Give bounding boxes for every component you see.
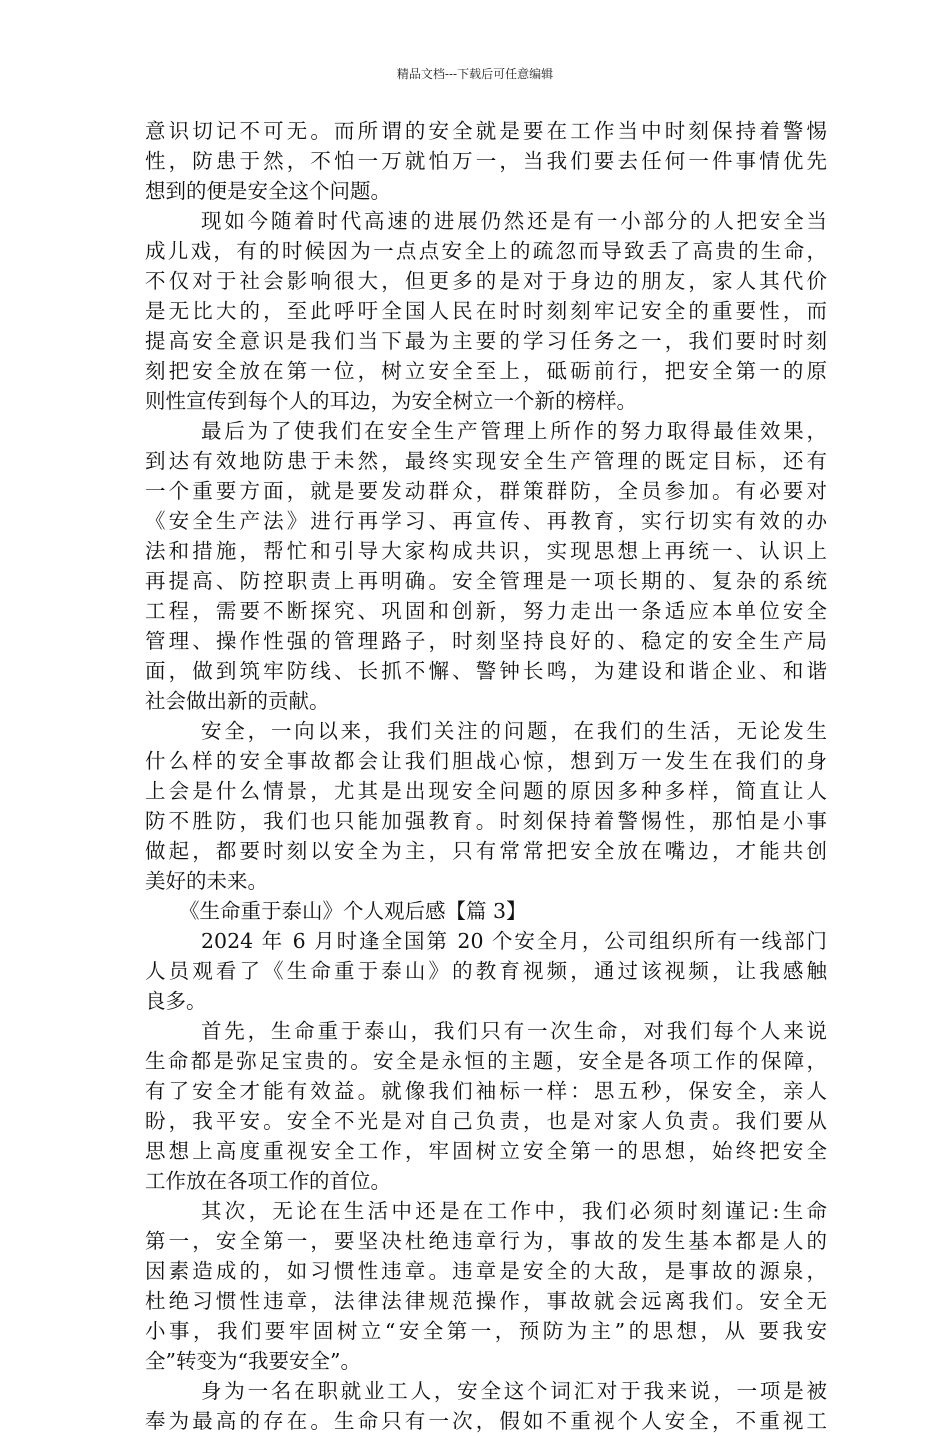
text-line: 最后为了使我们在安全生产管理上所作的努力取得最佳效果， (201, 419, 827, 443)
text-line: 小事，我们要牢固树立“安全第一，预防为主”的思想，从 要我安 (145, 1319, 827, 1343)
text-line: 工作放在各项工作的首位。 (145, 1169, 391, 1193)
text-line: 刻把安全放在第一位，树立安全至上，砥砺前行，把安全第一的原 (145, 359, 827, 383)
text-line: 什么样的安全事故都会让我们胆战心惊，想到万一发生在我们的身 (145, 749, 827, 773)
section-heading (145, 896, 827, 926)
text-line: 盼，我平安。安全不光是对自己负责，也是对家人负责。我们要从 (145, 1109, 827, 1133)
paragraph (145, 1196, 827, 1376)
text-line: 思想上高度重视安全工作，牢固树立安全第一的思想，始终把安全 (145, 1139, 827, 1163)
text-line: 一个重要方面，就是要发动群众，群策群防，全员参加。有必要对 (145, 479, 827, 503)
text-line: 不仅对于社会影响很大，但更多的是对于身边的朋友，家人其代价 (145, 269, 827, 293)
page-header: 精品文档---下载后可任意编辑 (396, 67, 554, 81)
text-line: 则性宣传到每个人的耳边，为安全树立一个新的榜样。 (145, 389, 637, 413)
text-line: 因素造成的，如习惯性违章。违章是安全的大敌，是事故的源泉， (145, 1259, 827, 1283)
text-line: 防不胜防，我们也只能加强教育。时刻保持着警惕性，那怕是小事 (145, 809, 827, 833)
text-line: 社会做出新的贡献。 (145, 689, 330, 713)
text-line: 面，做到筑牢防线、长抓不懈、警钟长鸣，为建设和谐企业、和谐 (145, 659, 827, 683)
text-line: 人员观看了《生命重于泰山》的教育视频，通过该视频，让我感触 (145, 959, 827, 983)
text-line: 性，防患于然，不怕一万就怕万一，当我们要去任何一件事情优先 (145, 149, 827, 173)
text-line: 美好的未来。 (145, 869, 268, 893)
document-body (145, 116, 827, 1436)
paragraph (145, 206, 827, 416)
text-line: 做起，都要时刻以安全为主，只有常常把安全放在嘴边，才能共创 (145, 839, 827, 863)
text-line: 是无比大的，至此呼吁全国人民在时时刻刻牢记安全的重要性，而 (145, 299, 827, 323)
text-line: 《生命重于泰山》个人观后感【篇 3】 (179, 899, 527, 923)
text-line: 再提高、防控职责上再明确。安全管理是一项长期的、复杂的系统 (145, 569, 827, 593)
text-line: 良多。 (145, 989, 207, 1013)
paragraph (145, 716, 827, 896)
text-line: 想到的便是安全这个问题。 (145, 179, 391, 203)
paragraph (145, 926, 827, 1016)
text-line: 2024 年 6 月时逢全国第 20 个安全月，公司组织所有一线部门 (201, 929, 827, 953)
text-line: 工程，需要不断探究、巩固和创新，努力走出一条适应本单位安全 (145, 599, 827, 623)
paragraph (145, 1016, 827, 1196)
paragraph (145, 1376, 827, 1436)
text-line: 提高安全意识是我们当下最为主要的学习任务之一，我们要时时刻 (145, 329, 827, 353)
text-line: 有了安全才能有效益。就像我们袖标一样：思五秒，保安全，亲人 (145, 1079, 827, 1103)
text-line: 其次，无论在生活中还是在工作中，我们必须时刻谨记:生命 (201, 1199, 827, 1223)
paragraph (145, 116, 827, 206)
text-line: 意识切记不可无。而所谓的安全就是要在工作当中时刻保持着警惕 (145, 119, 827, 143)
text-line: 生命都是弥足宝贵的。安全是永恒的主题，安全是各项工作的保障， (145, 1049, 827, 1073)
paragraph (145, 416, 827, 716)
text-line: 杜绝习惯性违章，法律法律规范操作，事故就会远离我们。安全无 (145, 1289, 827, 1313)
text-line: 奉为最高的存在。生命只有一次，假如不重视个人安全，不重视工 (145, 1409, 827, 1433)
text-line: 安全，一向以来，我们关注的问题，在我们的生活，无论发生 (201, 719, 827, 743)
text-line: 第一，安全第一，要坚决杜绝违章行为，事故的发生基本都是人的 (145, 1229, 827, 1253)
text-line: 成儿戏，有的时候因为一点点安全上的疏忽而导致丢了高贵的生命， (145, 239, 827, 263)
text-line: 管理、操作性强的管理路子，时刻坚持良好的、稳定的安全生产局 (145, 629, 827, 653)
text-line: 现如今随着时代高速的进展仍然还是有一小部分的人把安全当 (201, 209, 827, 233)
text-line: 《安全生产法》进行再学习、再宣传、再教育，实行切实有效的办 (145, 509, 827, 533)
text-line: 法和措施，帮忙和引导大家构成共识，实现思想上再统一、认识上 (145, 539, 827, 563)
text-line: 上会是什么情景，尤其是出现安全问题的原因多种多样，简直让人 (145, 779, 827, 803)
text-line: 全”转变为“我要安全”。 (145, 1349, 361, 1373)
text-line: 到达有效地防患于未然，最终实现安全生产管理的既定目标，还有 (145, 449, 827, 473)
text-line: 身为一名在职就业工人，安全这个词汇对于我来说，一项是被 (201, 1379, 827, 1403)
text-line: 首先，生命重于泰山，我们只有一次生命，对我们每个人来说 (201, 1019, 827, 1043)
